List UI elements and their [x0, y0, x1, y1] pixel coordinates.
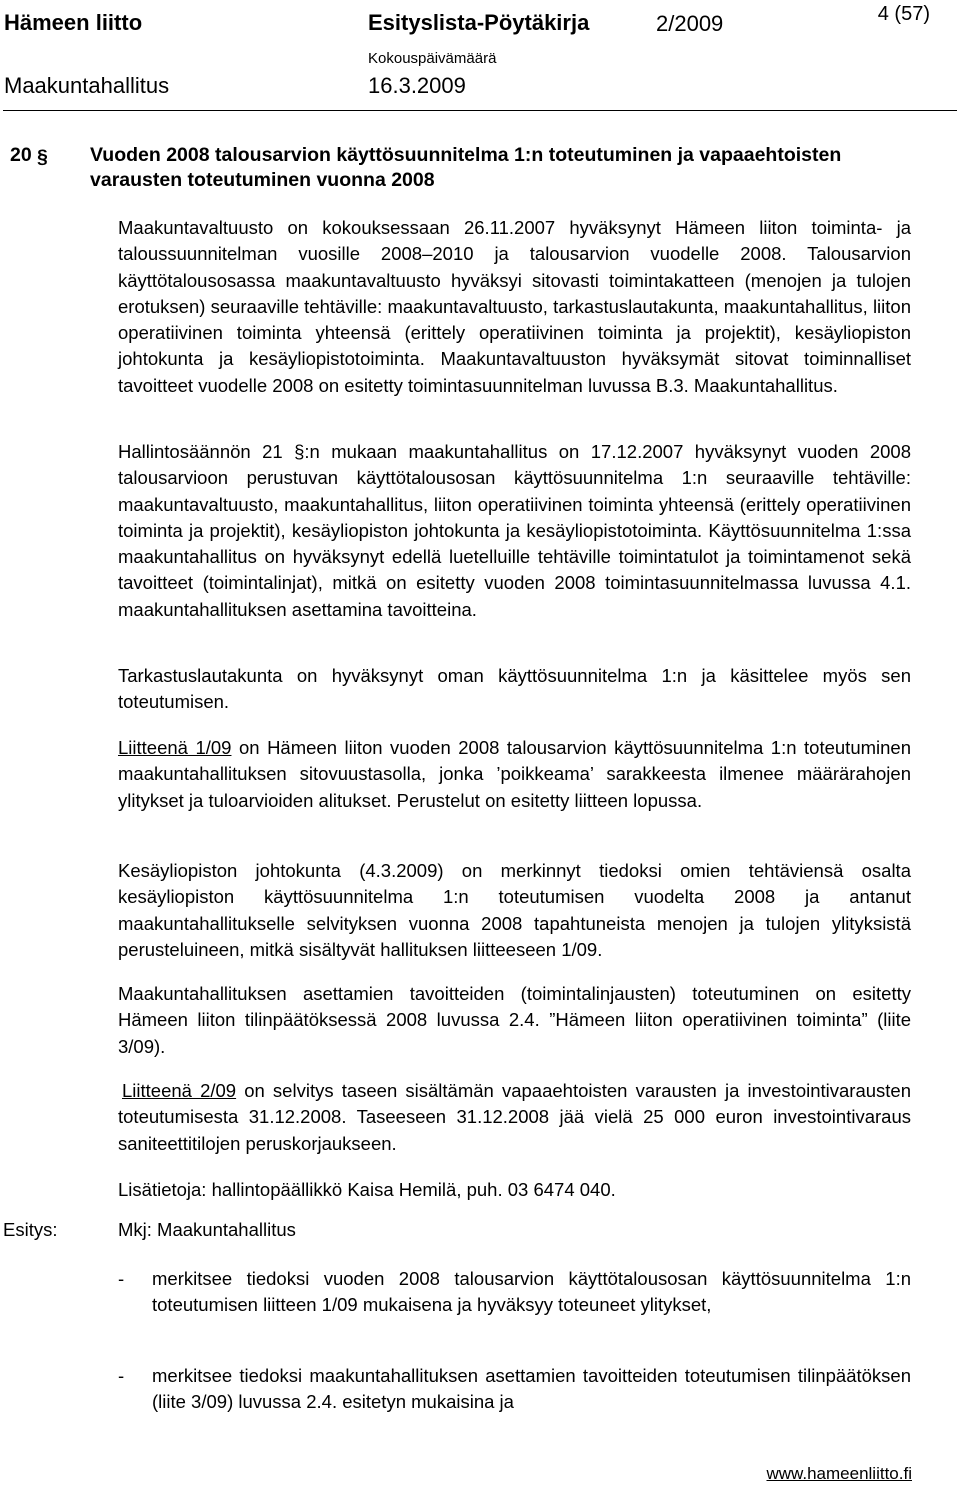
appendix-1-text: on Hämeen liiton vuoden 2008 talousarvion käyttösuunnitelma 1:n toteutuminen maakuntahallituksen sitovuustasolla, jonka ’poikkeama’ sarakkeesta ilmenee määrärahojen ylitykset ja tuloarvioiden alitukset. Perustelut on esitetty liitteen lopussa.: [118, 737, 911, 811]
paragraph-summer-university: Kesäyliopiston johtokunta (4.3.2009) on merkinnyt tiedoksi omien tehtäviensä osalta kesäyliopiston käyttösuunnitelma 1:n toteutumisen vuodelta 2008 ja antanut maakuntahallitukselle selvityksen vuonna 2008 tapahtuneista menojen ja tulojen ylityksistä perusteluineen, mitkä sisältyvät hallituksen liitteeseen 1/09.: [118, 860, 911, 960]
header-doc-number: 2/2009: [656, 11, 724, 36]
proposal-proposer: Mkj: Maakuntahallitus: [118, 1219, 296, 1240]
appendix-2-link[interactable]: Liitteenä 2/09: [122, 1080, 237, 1101]
bullet-dash: -: [118, 1268, 125, 1289]
item-number: 20: [10, 144, 32, 166]
header-doc-type: Esityslista-Pöytäkirja: [368, 10, 590, 35]
header-date-label: Kokouspäivämäärä: [368, 50, 497, 67]
header-page-number: 4 (57): [877, 3, 930, 25]
paragraph-appendix-1: [118, 735, 911, 814]
header-divider: [3, 110, 957, 111]
proposal-bullet: merkitsee tiedoksi vuoden 2008 talousarvion käyttötalousosan käyttösuunnitelma 1:n toteutumisen liitteen 1/09 mukaisena ja hyväksyy toteuneet ylitykset,: [152, 1268, 911, 1316]
item-title: Vuoden 2008 talousarvion käyttösuunnitelma 1:n toteutuminen ja vapaaehtoisten varausten toteutuminen vuonna 2008: [90, 144, 842, 191]
header-org: Hämeen liitto: [4, 10, 143, 35]
header-date: 16.3.2009: [368, 73, 466, 98]
appendix-1-link[interactable]: Liitteenä 1/09: [118, 737, 232, 758]
section-sign: §: [37, 146, 48, 168]
paragraph-contact: Lisätietoja: hallintopäällikkö Kaisa Hemilä, puh. 03 6474 040.: [118, 1179, 616, 1200]
bullet-dash: -: [118, 1365, 125, 1386]
paragraph-operating-plan: Hallintosäännön 21 §:n mukaan maakuntahallitus on 17.12.2007 hyväksynyt vuoden 2008 talousarvioon perustuvan käyttötalousosan käyttösuunnitelma 1:n seuraaville tehtäville: maakuntavaltuusto, maakuntahallitus, liiton operatiivinen toiminta yhteensä (erittely operatiivinen toiminta ja projektit), kesäyliopiston johtokunta ja kesäyliopistotoiminta. Käyttösuunnitelma 1:ssa maakuntahallitus on hyväksynyt edellä luetelluille tehtäville toimintatulot ja toimintamenot sekä tavoitteet (toimintalinjat), mitkä on esitetty vuoden 2008 toimintasuunnitelmassa luvussa 4.1. maakuntahallituksen asettamina tavoitteina.: [118, 441, 911, 620]
header-body: Maakuntahallitus: [4, 73, 170, 98]
proposal-label: Esitys:: [3, 1219, 58, 1240]
paragraph-budget-approval: Maakuntavaltuusto on kokouksessaan 26.11.2007 hyväksynyt Hämeen liiton toiminta- ja taloussuunnitelman vuosille 2008–2010 ja talousarvion vuodelle 2008. Talousarvion käyttötalousosassa maakuntavaltuusto hyväksyi sitovasti toimintakatteen (menojen ja tulojen erotuksen) seuraaville tehtäville: maakuntavaltuusto, tarkastuslautakunta, maakuntahallitus, liiton operatiivinen toiminta yhteensä (erittely operatiivinen toiminta ja projektit), kesäyliopiston johtokunta ja kesäyliopistotoiminta. Maakuntavaltuuston hyväksymät sitovat toiminnalliset tavoitteet vuodelle 2008 on esitetty toimintasuunnitelman luvussa B.3. Maakuntahallitus.: [118, 217, 911, 396]
paragraph-appendix-2: [118, 1078, 911, 1157]
paragraph-objectives: Maakuntahallituksen asettamien tavoitteiden (toimintalinjausten) toteutuminen on esitetty Hämeen liiton tilinpäätöksessä 2008 luvussa 2.4. ”Hämeen liiton operatiivinen toiminta” (liite 3/09).: [118, 983, 911, 1057]
proposal-bullet: merkitsee tiedoksi maakuntahallituksen asettamien tavoitteiden toteutumisen tilinpäätöksen (liite 3/09) luvussa 2.4. esitetyn mukaisina ja: [152, 1365, 911, 1413]
paragraph-audit-board: Tarkastuslautakunta on hyväksynyt oman käyttösuunnitelma 1:n ja käsittelee myös sen toteutumisen.: [118, 665, 911, 713]
footer-website-link[interactable]: www.hameenliitto.fi: [766, 1464, 912, 1483]
appendix-2-text: on selvitys taseen sisältämän vapaaehtoisten varausten ja investointivarausten toteutumisesta 31.12.2008. Taseeseen 31.12.2008 jää vielä 25 000 euron investointivaraus saniteettitilojen peruskorjaukseen.: [118, 1080, 911, 1154]
